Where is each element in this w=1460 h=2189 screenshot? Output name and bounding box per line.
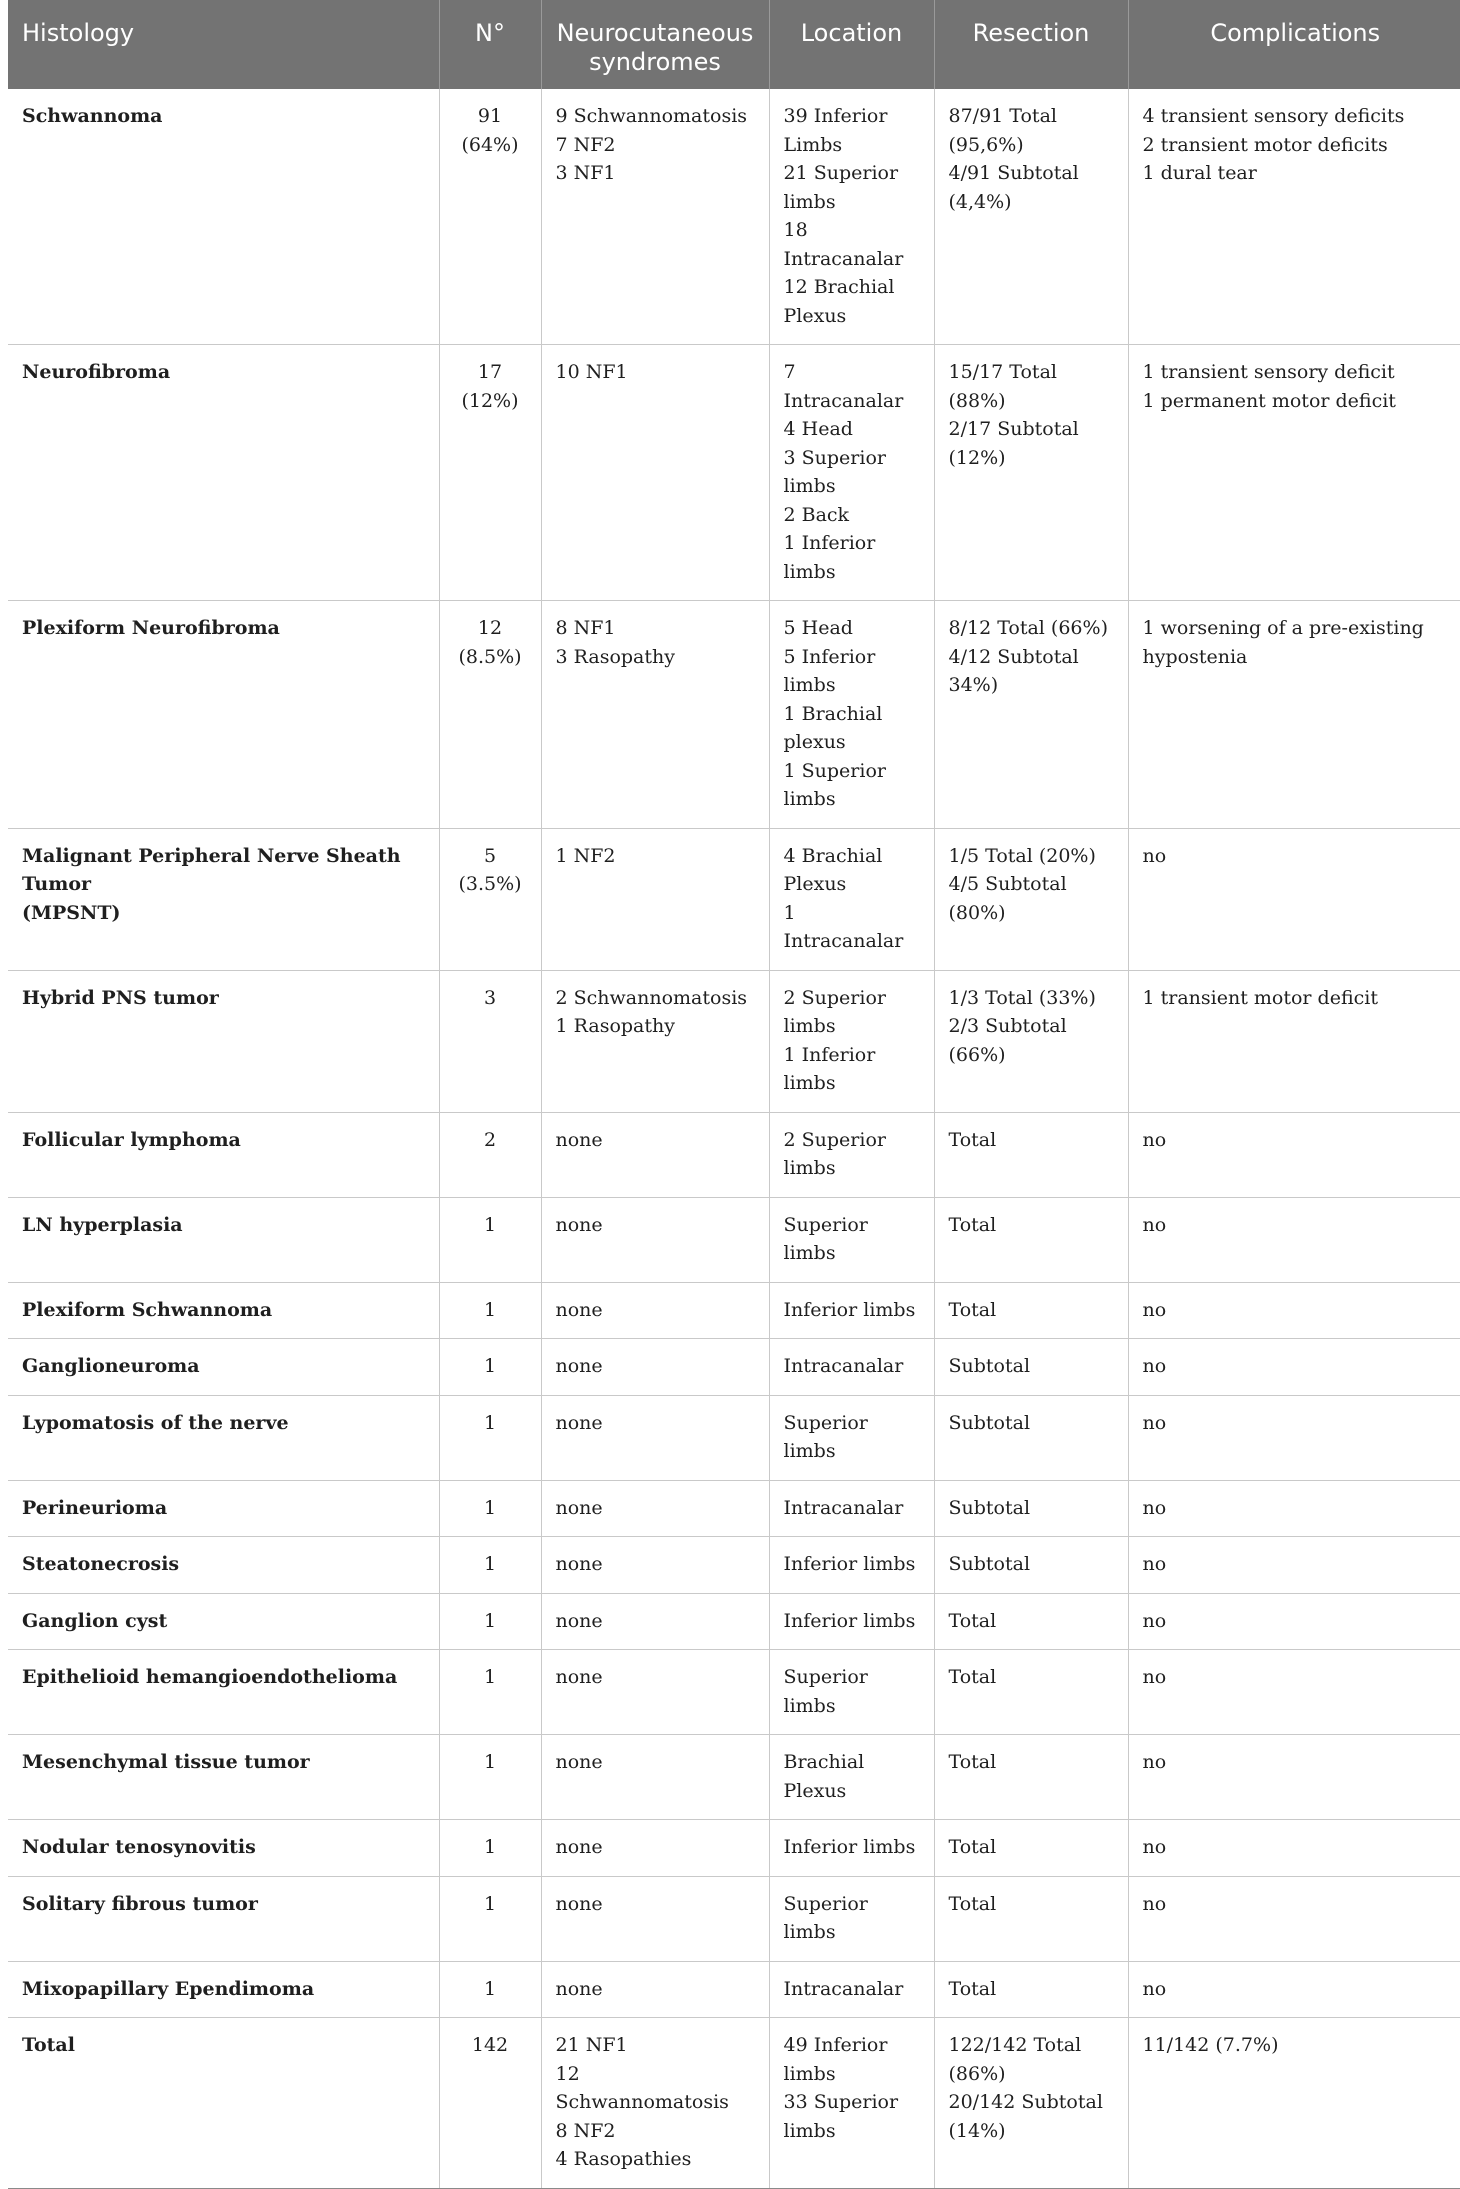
- cell-histology: Schwannoma: [8, 89, 439, 345]
- cell-location: 2 Superior limbs: [769, 1112, 934, 1197]
- cell-syndromes: none: [541, 1480, 769, 1537]
- cell-resection: 87/91 Total (95,6%) 4/91 Subtotal (4,4%): [934, 89, 1128, 345]
- header-location: Location: [769, 0, 934, 89]
- cell-histology: Nodular tenosynovitis: [8, 1820, 439, 1877]
- cell-number: 1: [439, 1961, 541, 2018]
- cell-syndromes: none: [541, 1282, 769, 1339]
- cell-complications: no: [1128, 1876, 1460, 1961]
- cell-histology: Perineurioma: [8, 1480, 439, 1537]
- cell-number: 12 (8.5%): [439, 601, 541, 829]
- cell-number: 1: [439, 1820, 541, 1877]
- cell-location: Inferior limbs: [769, 1820, 934, 1877]
- cell-number: 1: [439, 1395, 541, 1480]
- cell-complications: no: [1128, 1735, 1460, 1820]
- cell-complications: no: [1128, 1339, 1460, 1396]
- cell-location: Superior limbs: [769, 1876, 934, 1961]
- table-row: [8, 1650, 1460, 1735]
- cell-syndromes: none: [541, 1735, 769, 1820]
- cell-number: 1: [439, 1735, 541, 1820]
- cell-resection: Total: [934, 1735, 1128, 1820]
- cell-number: 1: [439, 1650, 541, 1735]
- header-histology: Histology: [8, 0, 439, 89]
- cell-resection: Subtotal: [934, 1339, 1128, 1396]
- cell-complications: no: [1128, 1197, 1460, 1282]
- header-number: N°: [439, 0, 541, 89]
- cell-histology: Neurofibroma: [8, 345, 439, 601]
- cell-histology: Malignant Peripheral Nerve Sheath Tumor (MPSNT): [8, 828, 439, 970]
- table-row: [8, 1282, 1460, 1339]
- table-row: [8, 1593, 1460, 1650]
- cell-number: 5 (3.5%): [439, 828, 541, 970]
- cell-number: 91 (64%): [439, 89, 541, 345]
- cell-number: 1: [439, 1537, 541, 1594]
- cell-number: 2: [439, 1112, 541, 1197]
- cell-complications: no: [1128, 1112, 1460, 1197]
- cell-resection: 122/142 Total (86%) 20/142 Subtotal (14%): [934, 2018, 1128, 2189]
- table-row: [8, 1961, 1460, 2018]
- cell-syndromes: none: [541, 1650, 769, 1735]
- cell-location: Inferior limbs: [769, 1593, 934, 1650]
- table-row: [8, 1197, 1460, 1282]
- cell-location: 39 Inferior Limbs 21 Superior limbs 18 Intracanalar 12 Brachial Plexus: [769, 89, 934, 345]
- cell-location: Intracanalar: [769, 1339, 934, 1396]
- histology-table: [8, 0, 1460, 2189]
- cell-histology: Solitary fibrous tumor: [8, 1876, 439, 1961]
- cell-histology: Hybrid PNS tumor: [8, 970, 439, 1112]
- cell-complications: 4 transient sensory deficits 2 transient motor deficits 1 dural tear: [1128, 89, 1460, 345]
- cell-syndromes: 8 NF1 3 Rasopathy: [541, 601, 769, 829]
- header-row: [8, 0, 1460, 89]
- cell-histology: Epithelioid hemangioendothelioma: [8, 1650, 439, 1735]
- cell-number: 142: [439, 2018, 541, 2189]
- cell-location: Inferior limbs: [769, 1282, 934, 1339]
- table-row: [8, 1339, 1460, 1396]
- cell-number: 1: [439, 1339, 541, 1396]
- cell-location: Superior limbs: [769, 1197, 934, 1282]
- cell-resection: Total: [934, 1593, 1128, 1650]
- cell-location: Superior limbs: [769, 1650, 934, 1735]
- cell-complications: 1 transient sensory deficit 1 permanent motor deficit: [1128, 345, 1460, 601]
- cell-complications: no: [1128, 1480, 1460, 1537]
- table-row: [8, 1876, 1460, 1961]
- table-body: [8, 89, 1460, 2188]
- cell-location: 49 Inferior limbs 33 Superior limbs: [769, 2018, 934, 2189]
- cell-location: Intracanalar: [769, 1961, 934, 2018]
- cell-resection: Total: [934, 1820, 1128, 1877]
- cell-resection: 8/12 Total (66%) 4/12 Subtotal 34%): [934, 601, 1128, 829]
- cell-resection: 1/5 Total (20%) 4/5 Subtotal (80%): [934, 828, 1128, 970]
- cell-location: 5 Head 5 Inferior limbs 1 Brachial plexus 1 Superior limbs: [769, 601, 934, 829]
- table-row: [8, 89, 1460, 345]
- table-row: [8, 2018, 1460, 2189]
- cell-complications: no: [1128, 1650, 1460, 1735]
- cell-complications: no: [1128, 1593, 1460, 1650]
- cell-syndromes: none: [541, 1961, 769, 2018]
- cell-syndromes: none: [541, 1112, 769, 1197]
- cell-syndromes: 1 NF2: [541, 828, 769, 970]
- table-row: [8, 1395, 1460, 1480]
- cell-number: 1: [439, 1480, 541, 1537]
- cell-number: 1: [439, 1876, 541, 1961]
- cell-resection: 15/17 Total (88%) 2/17 Subtotal (12%): [934, 345, 1128, 601]
- cell-number: 3: [439, 970, 541, 1112]
- cell-complications: no: [1128, 828, 1460, 970]
- cell-complications: 11/142 (7.7%): [1128, 2018, 1460, 2189]
- cell-resection: Total: [934, 1112, 1128, 1197]
- cell-resection: Total: [934, 1876, 1128, 1961]
- header-resection: Resection: [934, 0, 1128, 89]
- cell-syndromes: 2 Schwannomatosis 1 Rasopathy: [541, 970, 769, 1112]
- cell-syndromes: 10 NF1: [541, 345, 769, 601]
- cell-location: 7 Intracanalar 4 Head 3 Superior limbs 2 Back 1 Inferior limbs: [769, 345, 934, 601]
- cell-histology: Steatonecrosis: [8, 1537, 439, 1594]
- table-row: [8, 970, 1460, 1112]
- cell-syndromes: none: [541, 1876, 769, 1961]
- table-row: [8, 1112, 1460, 1197]
- cell-resection: Total: [934, 1961, 1128, 2018]
- cell-resection: Subtotal: [934, 1480, 1128, 1537]
- table-row: [8, 1820, 1460, 1877]
- cell-location: Brachial Plexus: [769, 1735, 934, 1820]
- cell-complications: no: [1128, 1282, 1460, 1339]
- table-row: [8, 1480, 1460, 1537]
- cell-syndromes: 9 Schwannomatosis 7 NF2 3 NF1: [541, 89, 769, 345]
- cell-complications: no: [1128, 1537, 1460, 1594]
- cell-syndromes: none: [541, 1339, 769, 1396]
- cell-histology: Ganglion cyst: [8, 1593, 439, 1650]
- cell-number: 1: [439, 1282, 541, 1339]
- cell-location: Superior limbs: [769, 1395, 934, 1480]
- cell-histology: Follicular lymphoma: [8, 1112, 439, 1197]
- cell-syndromes: none: [541, 1593, 769, 1650]
- cell-histology: Mesenchymal tissue tumor: [8, 1735, 439, 1820]
- header-complications: Complications: [1128, 0, 1460, 89]
- cell-complications: no: [1128, 1820, 1460, 1877]
- cell-syndromes: 21 NF1 12 Schwannomatosis 8 NF2 4 Rasopathies: [541, 2018, 769, 2189]
- cell-number: 1: [439, 1593, 541, 1650]
- cell-syndromes: none: [541, 1197, 769, 1282]
- cell-histology: Ganglioneuroma: [8, 1339, 439, 1396]
- table-row: [8, 601, 1460, 829]
- cell-complications: 1 worsening of a pre-existing hypostenia: [1128, 601, 1460, 829]
- cell-histology: Mixopapillary Ependimoma: [8, 1961, 439, 2018]
- table-row: [8, 1537, 1460, 1594]
- cell-histology: Plexiform Schwannoma: [8, 1282, 439, 1339]
- cell-resection: Total: [934, 1650, 1128, 1735]
- cell-number: 17 (12%): [439, 345, 541, 601]
- cell-resection: Subtotal: [934, 1537, 1128, 1594]
- cell-complications: no: [1128, 1395, 1460, 1480]
- table-row: [8, 345, 1460, 601]
- table-header: [8, 0, 1460, 89]
- cell-syndromes: none: [541, 1820, 769, 1877]
- cell-location: 4 Brachial Plexus 1 Intracanalar: [769, 828, 934, 970]
- table-row: [8, 828, 1460, 970]
- table-row: [8, 1735, 1460, 1820]
- cell-resection: Subtotal: [934, 1395, 1128, 1480]
- cell-location: Intracanalar: [769, 1480, 934, 1537]
- cell-histology: Lypomatosis of the nerve: [8, 1395, 439, 1480]
- cell-histology: Plexiform Neurofibroma: [8, 601, 439, 829]
- cell-syndromes: none: [541, 1395, 769, 1480]
- header-syndromes: Neurocutaneous syndromes: [541, 0, 769, 89]
- cell-histology: Total: [8, 2018, 439, 2189]
- cell-complications: no: [1128, 1961, 1460, 2018]
- cell-location: 2 Superior limbs 1 Inferior limbs: [769, 970, 934, 1112]
- cell-resection: Total: [934, 1282, 1128, 1339]
- cell-number: 1: [439, 1197, 541, 1282]
- cell-resection: Total: [934, 1197, 1128, 1282]
- cell-location: Inferior limbs: [769, 1537, 934, 1594]
- cell-histology: LN hyperplasia: [8, 1197, 439, 1282]
- cell-syndromes: none: [541, 1537, 769, 1594]
- cell-complications: 1 transient motor deficit: [1128, 970, 1460, 1112]
- cell-resection: 1/3 Total (33%) 2/3 Subtotal (66%): [934, 970, 1128, 1112]
